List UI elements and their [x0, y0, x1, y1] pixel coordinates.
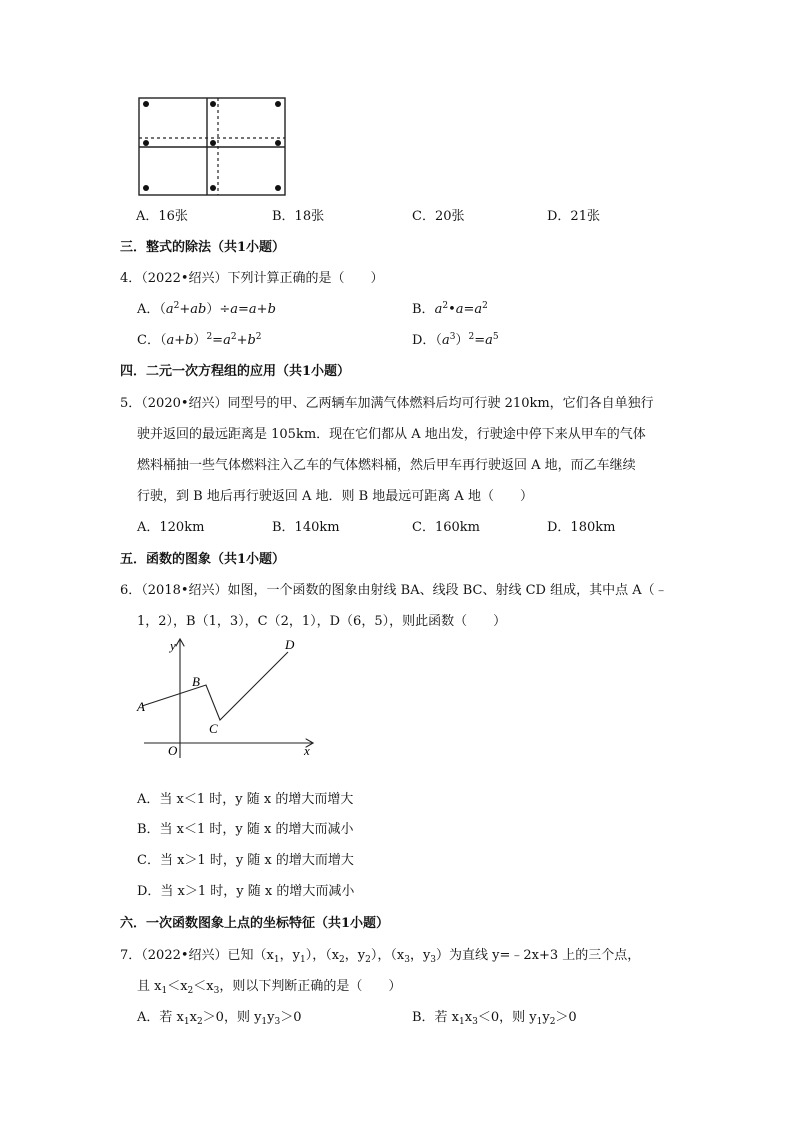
function-graph	[134, 634, 324, 764]
point-label-b: B	[192, 674, 200, 689]
q6-line-1: 6．（2018•绍兴）如图，一个函数的图象由射线 BA、线段 BC、射线 CD 组成，其中点 A（﹣	[120, 583, 668, 598]
q5-option-b[interactable]: B．140km	[272, 520, 340, 535]
q5-line-3: 燃料桶抽一些气体燃料注入乙车的气体燃料桶，然后甲车再行驶返回 A 地，而乙车继续	[137, 458, 636, 473]
q3-option-b[interactable]: B．18张	[272, 209, 325, 224]
axis-label-y: y	[170, 638, 176, 653]
q4-option-d[interactable]: D．$(a^3)^2=a^5$	[412, 332, 499, 348]
q7-line-1: 7．（2022•绍兴）已知（$x_1$，$y_1$），（$x_2$，$y_2$），（$x_3$，$y_3$）为直线 y=﹣2x+3 上的三个点，	[120, 948, 641, 965]
q7-option-a[interactable]: A．若 $x_1x_2>0$，则 $y_1y_3>0$	[137, 1010, 302, 1027]
q6-option-a[interactable]: A．当 x＜1 时，y 随 x 的增大而增大	[137, 792, 354, 807]
section-heading-5: 五．函数的图象（共1小题）	[120, 552, 286, 567]
graph-line	[142, 652, 288, 720]
q7-option-b[interactable]: B．若 $x_1x_3<0$，则 $y_1y_2>0$	[412, 1010, 577, 1027]
q5-option-d[interactable]: D．180km	[547, 520, 616, 535]
q4-option-b[interactable]: B．$a^2•a=a^2$	[412, 301, 488, 317]
q5-line-1: 5．（2020•绍兴）同型号的甲、乙两辆车加满气体燃料后均可行驶 210km，它们各自单独行	[120, 396, 654, 411]
q3-option-c[interactable]: C．20张	[412, 209, 465, 224]
origin-label: O	[168, 743, 178, 758]
q4-option-c[interactable]: C．$(a+b)^2=a^2+b^2$	[137, 332, 262, 348]
q3-option-a[interactable]: A．16张	[136, 209, 188, 224]
q6-option-c[interactable]: C．当 x＞1 时，y 随 x 的增大而增大	[137, 853, 354, 868]
q5-option-c[interactable]: C．160km	[412, 520, 480, 535]
q5-line-2: 驶并返回的最远距离是 105km．现在它们都从 A 地出发，行驶途中停下来从甲车的气体	[137, 427, 646, 442]
q4-option-a[interactable]: A．$(a^2+ab)\div a=a+b$	[137, 301, 276, 317]
axis-label-x: x	[304, 743, 310, 758]
section-heading-3: 三．整式的除法（共1小题）	[120, 240, 286, 255]
point-label-c: C	[209, 721, 218, 736]
q3-option-d[interactable]: D．21张	[547, 209, 600, 224]
section-heading-4: 四．二元一次方程组的应用（共1小题）	[120, 364, 351, 379]
q6-line-2: 1，2），B（1，3），C（2，1），D（6，5），则此函数（ ）	[137, 614, 507, 629]
q5-option-a[interactable]: A．120km	[137, 520, 205, 535]
q6-option-d[interactable]: D．当 x＞1 时，y 随 x 的增大而减小	[137, 884, 355, 899]
q6-option-b[interactable]: B．当 x＜1 时，y 随 x 的增大而减小	[137, 822, 354, 837]
section-heading-6: 六．一次函数图象上点的坐标特征（共1小题）	[120, 916, 390, 931]
q4-stem: 4．（2022•绍兴）下列计算正确的是（ ）	[120, 271, 384, 286]
point-label-a: A	[137, 699, 145, 714]
paper-cut-figure	[136, 96, 288, 198]
q7-line-2: 且 $x_1<x_2<x_3$，则以下判断正确的是（ ）	[137, 979, 402, 996]
q5-line-4: 行驶，到 B 地后再行驶返回 A 地．则 B 地最远可距离 A 地（ ）	[137, 489, 533, 504]
point-label-d: D	[285, 637, 295, 652]
